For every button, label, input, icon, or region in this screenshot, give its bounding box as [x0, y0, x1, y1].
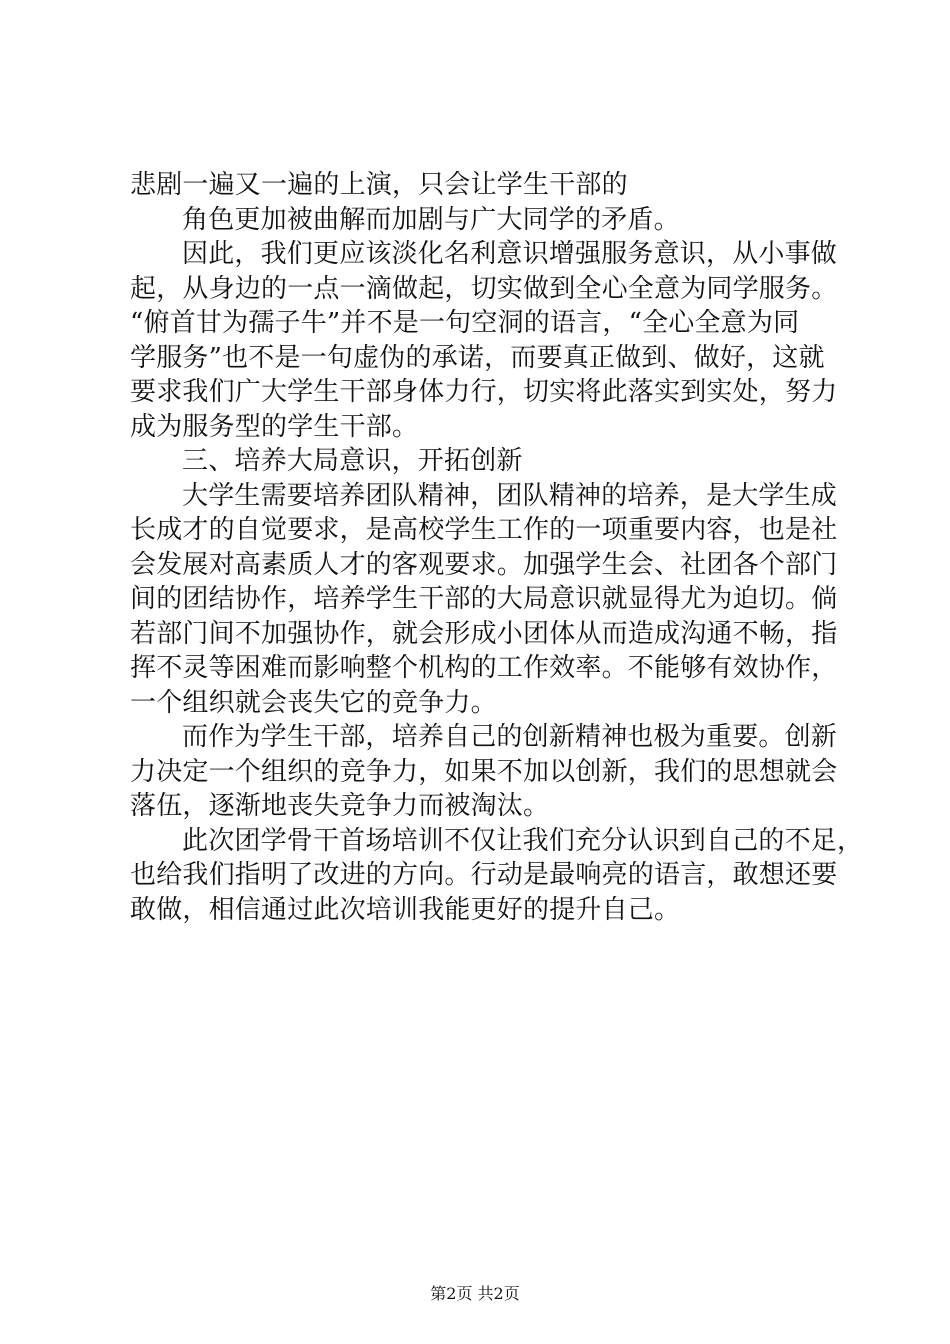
- text-line: 学服务”也不是一句虚伪的承诺，而要真正做到、做好，这就: [130, 342, 825, 373]
- text-line: 一个组织就会丧失它的竞争力。: [130, 687, 497, 718]
- text-line: 角色更加被曲解而加剧与广大同学的矛盾。: [182, 204, 680, 235]
- text-line: 间的团结协作，培养学生干部的大局意识就显得尤为迫切。倘: [130, 584, 838, 614]
- text-line: 长成才的自觉要求，是高校学生工作的一项重要内容，也是社: [130, 515, 838, 545]
- section-heading: 三、培养大局意识，开拓创新: [182, 446, 523, 476]
- text-line: 起，从身边的一点一滴做起，切实做到全心全意为同学服务。: [130, 273, 838, 304]
- text-line: 挥不灵等困难而影响整个机构的工作效率。不能够有效协作，: [130, 653, 838, 683]
- text-line: 敢做，相信通过此次培训我能更好的提升自己。: [130, 894, 681, 925]
- text-line: 要求我们广大学生干部身体力行，切实将此落实到实处，努力: [130, 377, 838, 407]
- text-line: 因此，我们更应该淡化名利意识增强服务意识，从小事做: [182, 239, 838, 269]
- text-line: 大学生需要培养团队精神，团队精神的培养，是大学生成: [182, 480, 838, 511]
- text-line: 落伍，逐渐地丧失竞争力而被淘汰。: [130, 791, 550, 821]
- text-line: 也给我们指明了改进的方向。行动是最响亮的语言，敢想还要: [130, 860, 838, 890]
- body-text: [130, 168, 864, 927]
- text-line: 会发展对高素质人才的客观要求。加强学生会、社团各个部门: [130, 549, 838, 580]
- text-line: 若部门间不加强协作，就会形成小团体从而造成沟通不畅，指: [130, 618, 838, 649]
- text-line: 力决定一个组织的竞争力，如果不加以创新，我们的思想就会: [130, 756, 838, 787]
- text-line: 成为服务型的学生干部。: [130, 411, 419, 442]
- text-line: “俯首甘为孺子牛”并不是一句空洞的语言，“全心全意为同: [130, 308, 800, 338]
- text-line: 悲剧一遍又一遍的上演，只会让学生干部的: [130, 170, 628, 200]
- text-line: 而作为学生干部，培养自己的创新精神也极为重要。创新: [182, 722, 838, 752]
- text-line: 此次团学骨干首场培训不仅让我们充分认识到自己的不足，: [182, 825, 864, 856]
- page-number-footer: 第2页 共2页: [430, 1284, 520, 1303]
